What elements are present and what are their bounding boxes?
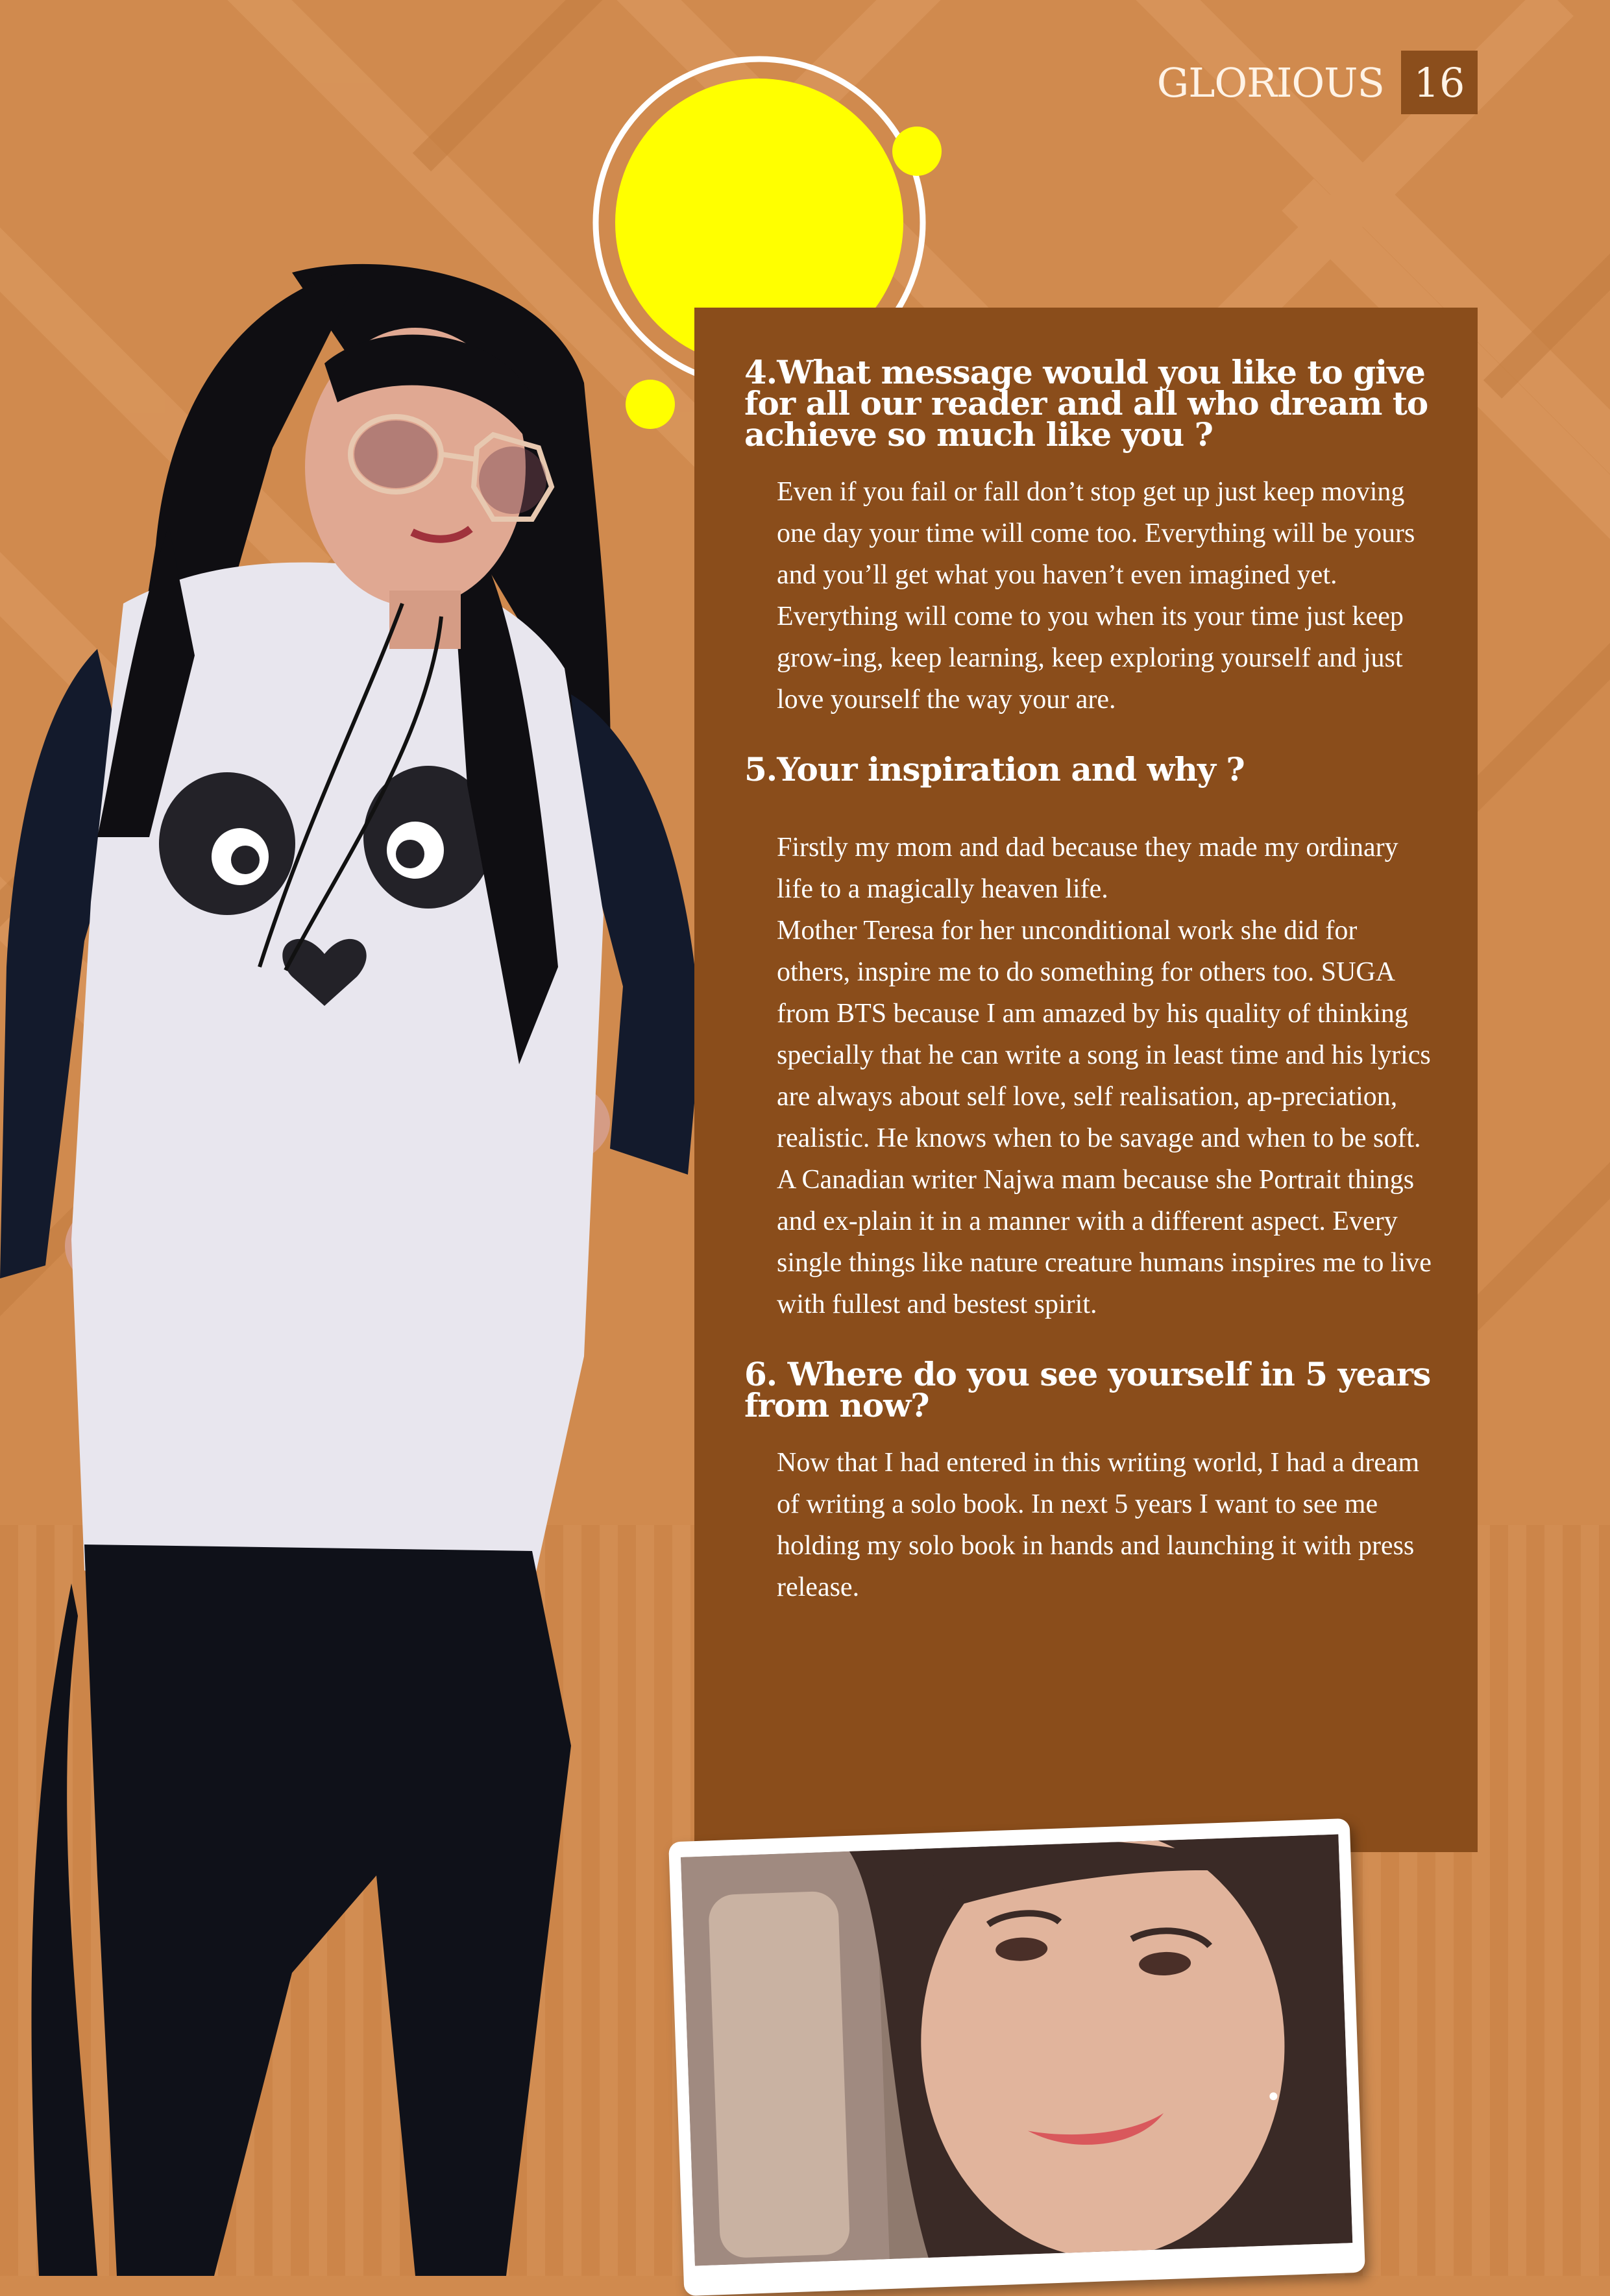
question-5: 5.Your inspiration and why ?	[744, 750, 1245, 788]
portrait-closeup-photo	[668, 1818, 1365, 2296]
question-4: 4.What message would you like to give for all our reader and all who dream to achieve so much like you ?	[744, 353, 1428, 454]
answer-4: Even if you fail or fall don’t stop get up just keep moving one day your time will come too. Everything will be yours and you’ll get what you haven’t even imagined yet. Everything will come to you when its your time just keep grow-ing, keep learning, keep exploring yourself and just love yourself the way your are.	[777, 477, 1415, 714]
answer-5: Firstly my mom and dad because they made my ordinary life to a magically heaven life. Mother Teresa for her unconditional work she did for others, inspire me to do something for others too. SUGA from BTS because I am amazed by his quality of thinking specially that he can write a song in least time and his lyrics are always about self love, self realisation, ap-preciation, realistic. He knows when to be savage and when to be soft. A Canadian writer Najwa mam because she Portrait things and ex-plain it in a manner with a different aspect. Every single things like nature creature humans inspires me to live with fullest and bestest spirit.	[777, 833, 1432, 1319]
interview-panel	[694, 308, 1478, 1852]
page-number: 16	[1401, 51, 1478, 114]
brand-logo: GLORIOUS	[1156, 58, 1384, 106]
masthead	[1157, 51, 1478, 114]
question-6: 6. Where do you see yourself in 5 years from now?	[744, 1355, 1431, 1424]
answer-6: Now that I had entered in this writing world, I had a dream of writing a solo book. In next 5 years I want to see me holding my solo book in hands and launching it with press release.	[777, 1448, 1420, 1602]
decorative-small-circle	[892, 127, 942, 176]
portrait-full-body	[0, 253, 701, 2276]
